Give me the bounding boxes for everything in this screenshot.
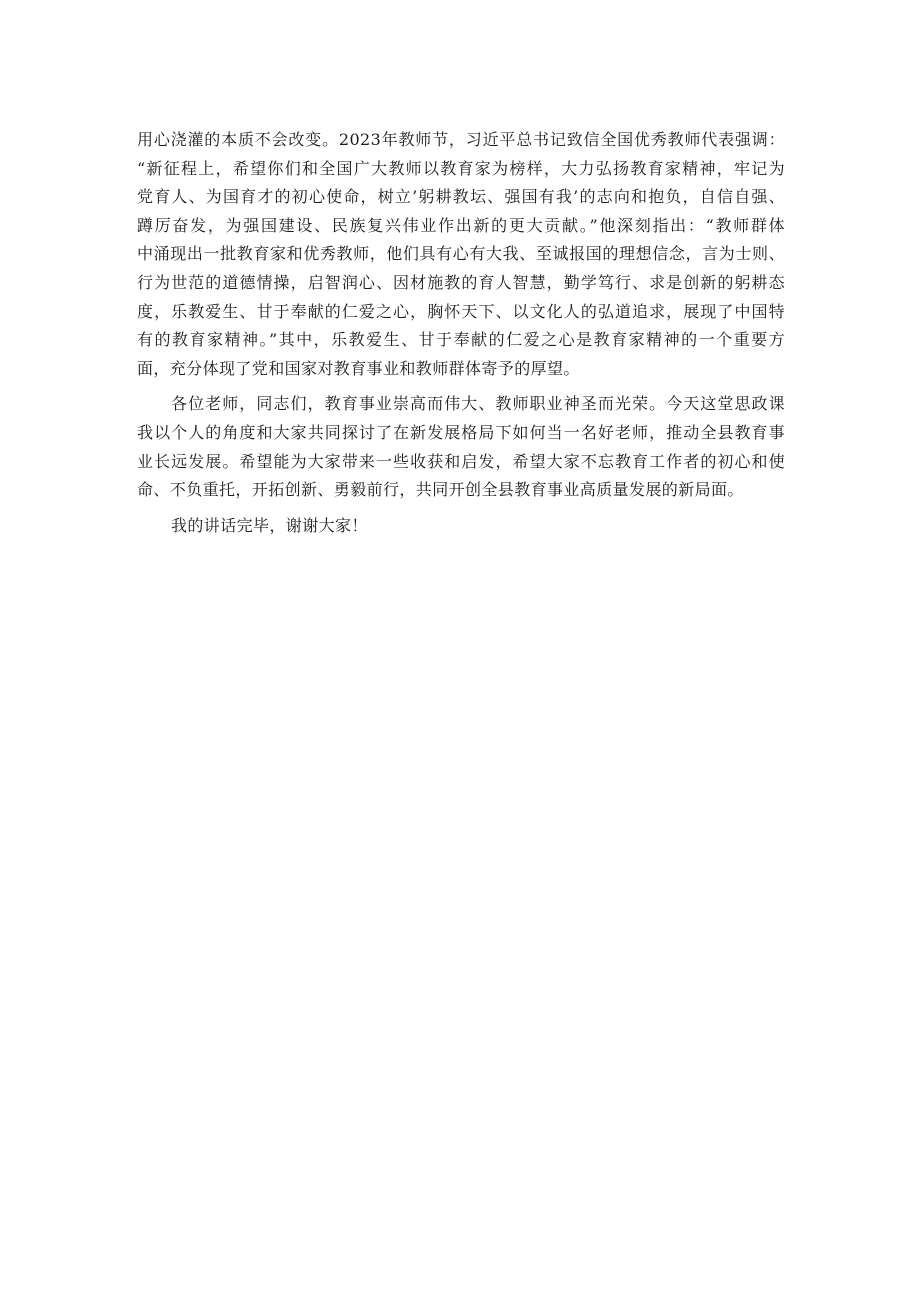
paragraph-1 — [137, 126, 785, 383]
text-line: 各位老师，同志们，教育事业崇高而伟大、教师职业神圣而光荣。今天这堂思政课 — [171, 394, 785, 414]
paragraph-3 — [137, 512, 785, 541]
text-line: 我以个人的角度和大家共同探讨了在新发展格局下如何当一名好老师，推动全县教育事 — [137, 422, 785, 442]
text-line: 业长远发展。希望能为大家带来一些收获和启发，希望大家不忘教育工作者的初心和使 — [137, 451, 785, 471]
text-line: 度，乐教爱生、甘于奉献的仁爱之心，胸怀天下、以文化人的弘道追求，展现了中国特 — [137, 301, 785, 321]
text-line: “新征程上，希望你们和全国广大教师以教育家为榜样，大力弘扬教育家精神，牢记为 — [137, 158, 785, 178]
text-line: 有的教育家精神。”其中，乐教爱生、甘于奉献的仁爱之心是教育家精神的一个重要方 — [137, 330, 785, 350]
paragraph-2 — [137, 390, 785, 504]
text-line: 中涌现出一批教育家和优秀教师，他们具有心有大我、至诚报国的理想信念，言为士则、 — [137, 244, 785, 264]
text-line: 行为世范的道德情操，启智润心、因材施教的育人智慧，勤学笃行、求是创新的躬耕态 — [137, 272, 785, 292]
text-line: 党育人、为国育才的初心使命，树立’躬耕教坛、强国有我’的志向和抱负，自信自强、 — [137, 187, 785, 207]
text-line: 用心浇灌的本质不会改变。2023年教师节，习近平总书记致信全国优秀教师代表强调： — [137, 130, 785, 149]
text-line: 命、不负重托，开拓创新、勇毅前行，共同开创全县教育事业高质量发展的新局面。 — [137, 480, 744, 500]
text-line: 蹲厉奋发，为强国建设、民族复兴伟业作出新的更大贡献。”他深刻指出：“教师群体 — [137, 215, 785, 235]
document-body — [137, 126, 785, 540]
text-line: 面，充分体现了党和国家对教育事业和教师群体寄予的厚望。 — [137, 358, 580, 378]
text-line: 我的讲话完毕，谢谢大家！ — [171, 515, 368, 535]
